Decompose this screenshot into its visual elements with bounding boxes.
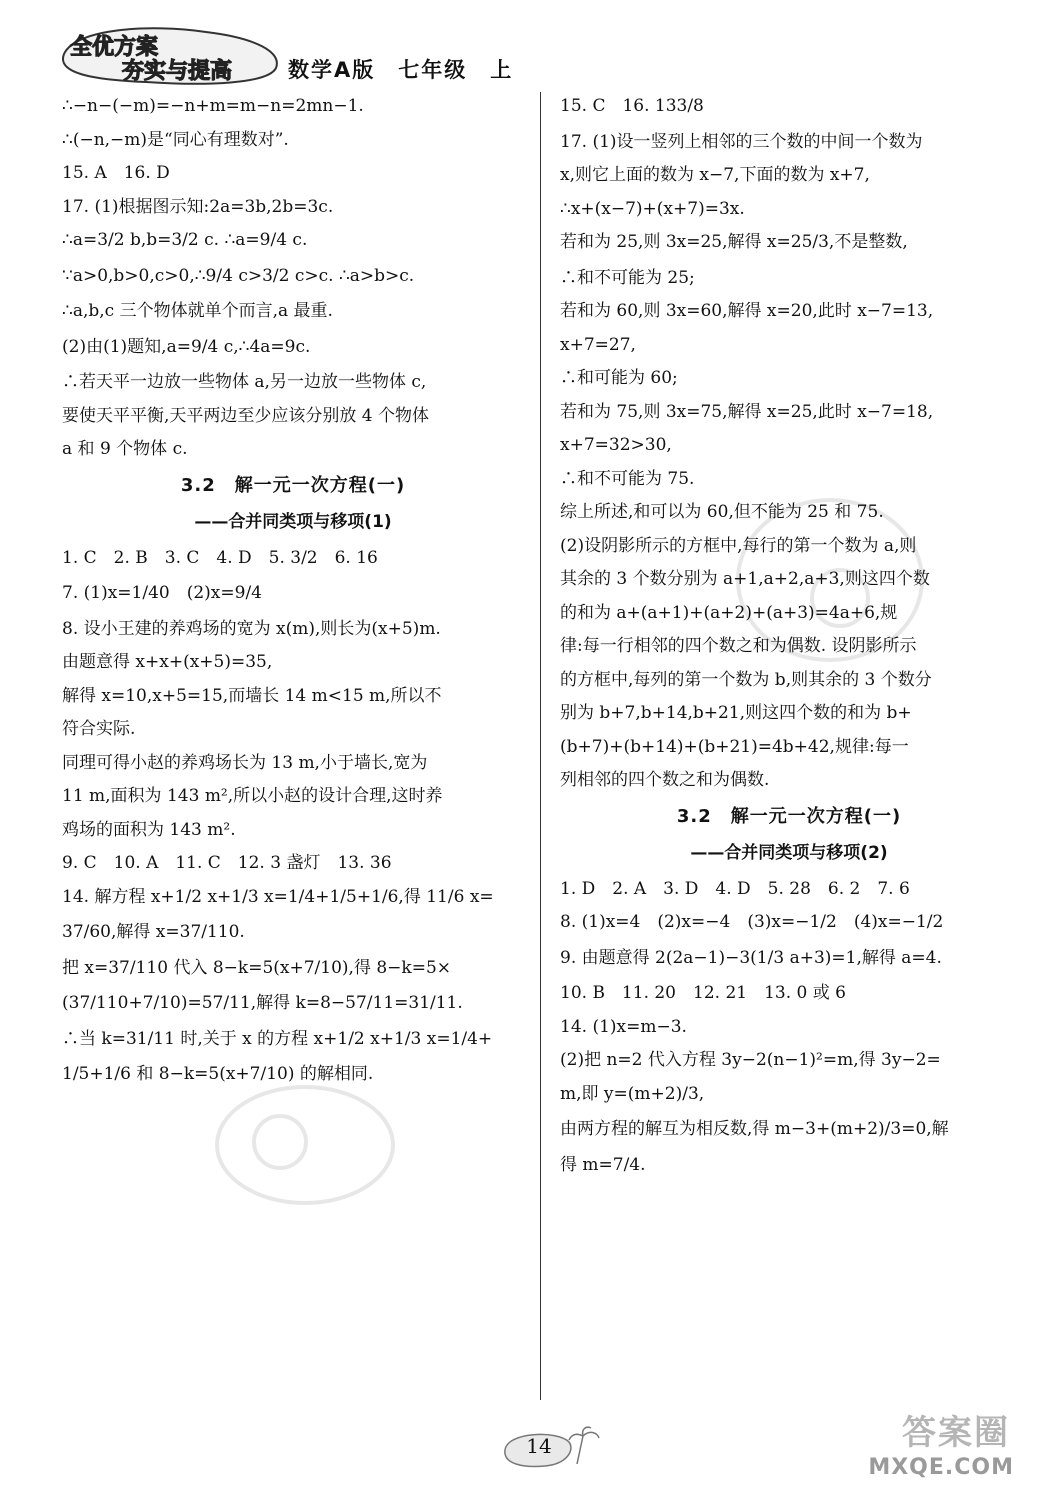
answer-line: m,即 y=(m+2)/3,: [560, 1083, 705, 1104]
answer-line: 10. B 11. 20 12. 21 13. 0 或 6: [560, 983, 846, 1003]
answer-line: 9. 由题意得 2(2a−1)−3(1/3 a+3)=1,解得 a=4.: [560, 947, 942, 968]
answer-line: 若和为 60,则 3x=60,解得 x=20,此时 x−7=13,: [560, 301, 934, 321]
answer-line: 解得 x=10,x+5=15,而墙长 14 m<15 m,所以不: [62, 685, 442, 706]
answer-line: 7. (1)x=1/40 (2)x=9/4: [62, 583, 262, 603]
answer-line: 若和为 25,则 3x=25,解得 x=25/3,不是整数,: [560, 232, 908, 252]
answer-line: ∴a=3/2 b,b=3/2 c. ∴a=9/4 c.: [62, 230, 308, 250]
answer-line: 9. C 10. A 11. C 12. 3 盏灯 13. 36: [62, 853, 392, 873]
answer-line: 由两方程的解互为相反数,得 m−3+(m+2)/3=0,解: [560, 1119, 949, 1139]
answer-line: 由题意得 x+x+(x+5)=35,: [62, 652, 273, 672]
answer-line: 律:每一行相邻的四个数之和为偶数. 设阴影所示: [560, 636, 917, 656]
answer-line: ∴若天平一边放一些物体 a,另一边放一些物体 c,: [62, 372, 427, 392]
section-title: 3.2 解一元一次方程(一): [676, 805, 902, 827]
answer-line: (37/110+7/10)=57/11,解得 k=8−57/11=31/11.: [62, 993, 463, 1013]
answer-line: ∴a,b,c 三个物体就单个而言,a 最重.: [62, 301, 333, 321]
svg-text:全优方案: 全优方案: [70, 35, 159, 60]
answer-line: ∴和可能为 60;: [560, 368, 678, 388]
section-subtitle: ——合并同类项与移项(2): [690, 842, 888, 863]
site-watermark: [864, 1414, 1014, 1480]
page-footer: [497, 1424, 607, 1474]
answer-line: 1. D 2. A 3. D 4. D 5. 28 6. 2 7. 6: [560, 878, 910, 899]
answer-line: 符合实际.: [62, 719, 136, 739]
answer-line: 别为 b+7,b+14,b+21,则这四个数的和为 b+: [560, 703, 912, 723]
answer-line: x,则它上面的数为 x−7,下面的数为 x+7,: [560, 165, 870, 185]
watermark-stamp-icon: [210, 1080, 400, 1210]
answer-line: 1/5+1/6 和 8−k=5(x+7/10) 的解相同.: [62, 1064, 374, 1084]
answer-line: (2)由(1)题知,a=9/4 c,∴4a=9c.: [62, 336, 311, 357]
answer-line: 15. C 16. 133/8: [560, 96, 704, 116]
answer-line: x+7=27,: [560, 334, 636, 355]
answer-line: ∴和不可能为 25;: [560, 267, 695, 288]
page-number: 14: [526, 1434, 552, 1458]
answer-line: 15. A 16. D: [62, 163, 170, 183]
answer-line: 若和为 75,则 3x=75,解得 x=25,此时 x−7=18,: [560, 401, 934, 422]
answer-line: ∴当 k=31/11 时,关于 x 的方程 x+1/2 x+1/3 x=1/4+: [62, 1028, 493, 1049]
logo-badge-icon: [56, 24, 286, 88]
left-column: [62, 94, 524, 1096]
answer-line: 要使天平平衡,天平两边至少应该分别放 4 个物体: [62, 405, 430, 426]
answer-line: ∴和不可能为 75.: [560, 468, 695, 489]
watermark-url: MXQE.COM: [868, 1455, 1014, 1480]
svg-text:夯实与提高: 夯实与提高: [122, 59, 233, 84]
answer-line: 1. C 2. B 3. C 4. D 5. 3/2 6. 16: [62, 547, 378, 568]
answer-line: 列相邻的四个数之和为偶数.: [560, 770, 770, 790]
column-divider: [540, 92, 541, 1400]
answer-line: (2)把 n=2 代入方程 3y−2(n−1)²=m,得 3y−2=: [560, 1050, 941, 1070]
section-subtitle: ——合并同类项与移项(1): [194, 511, 392, 532]
answer-line: 的和为 a+(a+1)+(a+2)+(a+3)=4a+6,规: [560, 602, 898, 623]
watermark-chinese: 答案圈: [902, 1413, 1010, 1453]
page-header: [56, 24, 616, 90]
answer-line: ∴x+(x−7)+(x+7)=3x.: [560, 198, 745, 219]
answer-line: 8. 设小王建的养鸡场的宽为 x(m),则长为(x+5)m.: [62, 618, 441, 639]
series-logo: [56, 24, 286, 88]
answer-line: 17. (1)设一竖列上相邻的三个数的中间一个数为: [560, 131, 923, 152]
answer-line: (b+7)+(b+14)+(b+21)=4b+42,规律:每一: [560, 736, 909, 757]
section-title: 3.2 解一元一次方程(一): [180, 474, 406, 496]
answer-line: ∵a>0,b>0,c>0,∴9/4 c>3/2 c>c. ∴a>b>c.: [62, 265, 415, 286]
answer-line: a 和 9 个物体 c.: [62, 439, 188, 459]
answer-line: 17. (1)根据图示知:2a=3b,2b=3c.: [62, 196, 334, 217]
answer-line: 的方框中,每列的第一个数为 b,则其余的 3 个数分: [560, 669, 932, 690]
answer-line: 14. (1)x=m−3.: [560, 1016, 687, 1037]
answer-line: 得 m=7/4.: [560, 1154, 646, 1175]
answer-line: 8. (1)x=4 (2)x=−4 (3)x=−1/2 (4)x=−1/2: [560, 912, 944, 932]
answer-line: (2)设阴影所示的方框中,每行的第一个数为 a,则: [560, 535, 917, 556]
answer-line: x+7=32>30,: [560, 435, 672, 455]
subject-title: 数学A版 七年级 上: [288, 58, 514, 82]
right-column: [560, 94, 1018, 1186]
answer-line: 14. 解方程 x+1/2 x+1/3 x=1/4+1/5+1/6,得 11/6 x=: [62, 886, 494, 907]
answer-line: ∴−n−(−m)=−n+m=m−n=2mn−1.: [62, 96, 364, 116]
answer-line: 37/60,解得 x=37/110.: [62, 922, 245, 942]
answer-line: 其余的 3 个数分别为 a+1,a+2,a+3,则这四个数: [560, 569, 930, 589]
answer-line: 鸡场的面积为 143 m².: [62, 819, 236, 840]
answer-line: 11 m,面积为 143 m²,所以小赵的设计合理,这时养: [62, 786, 443, 806]
answer-line: ∴(−n,−m)是“同心有理数对”.: [62, 129, 289, 150]
answer-line: 把 x=37/110 代入 8−k=5(x+7/10),得 8−k=5×: [62, 957, 452, 978]
answer-line: 同理可得小赵的养鸡场长为 13 m,小于墙长,宽为: [62, 752, 428, 773]
answer-line: 综上所述,和可以为 60,但不能为 25 和 75.: [560, 502, 884, 522]
